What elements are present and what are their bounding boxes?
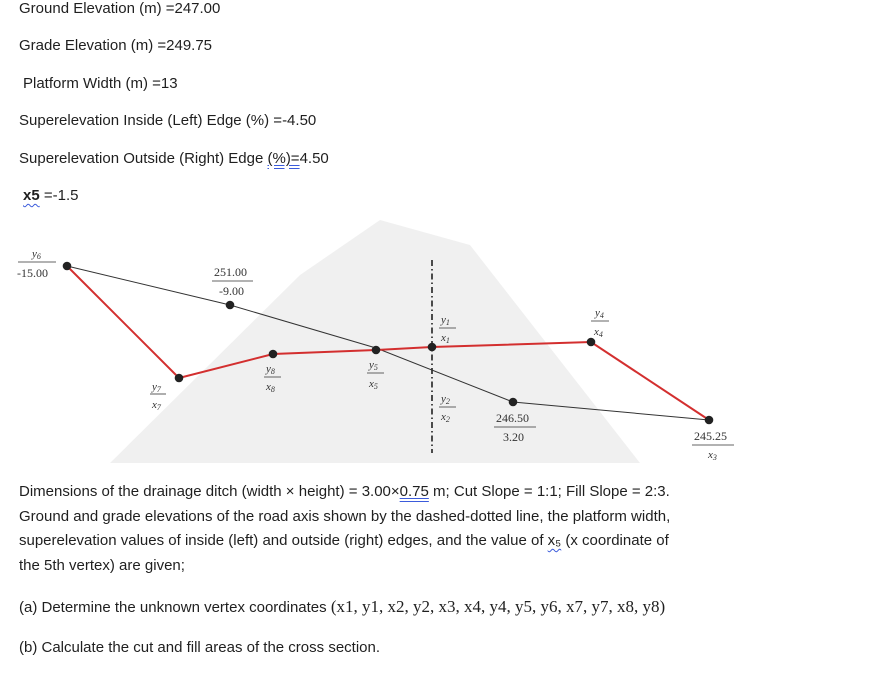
vertex-5-point <box>372 346 381 355</box>
superelevation-outside-prefix: Superelevation Outside (Right) Edge <box>19 150 268 167</box>
vertex-6-point <box>63 262 72 271</box>
question-a: (a) Determine the unknown vertex coordinates (x1, y1, x2, y2, x3, x4, y4, y5, y6, x7, y7, x8, y8) <box>19 597 666 616</box>
description-line-1: Dimensions of the drainage ditch (width × height) = 3.00×0.75 m; Cut Slope = 1:1; Fill Slope = 2:3. <box>19 483 670 500</box>
v1-y-label: y1 <box>441 314 450 327</box>
v3-elevation: 245.25 <box>694 429 727 443</box>
vertex-1-point <box>428 343 437 352</box>
description-line-3: superelevation values of inside (left) and outside (right) edges, and the value of x₅ (x coordinate of <box>19 532 669 549</box>
v7-x-label: x7 <box>152 399 161 412</box>
vertex-2-point <box>509 398 518 407</box>
v2-y-label: y2 <box>441 393 450 406</box>
x5-label: x5 <box>23 187 40 204</box>
superelevation-outside-value: 4.50 <box>299 150 329 167</box>
cross-section-figure <box>0 215 871 475</box>
superelevation-outside-underlined: (%)= <box>267 150 300 167</box>
v2-x-label: x2 <box>441 411 450 424</box>
vertex-7-point <box>175 374 184 383</box>
v7-y-label: y7 <box>152 381 161 394</box>
ground-point-mid <box>226 301 235 310</box>
watermark <box>110 220 640 463</box>
description-paragraph <box>19 480 859 578</box>
v1-x-label: x1 <box>441 332 450 345</box>
v4-x-label: x4 <box>594 326 603 339</box>
grade-elevation-text: Grade Elevation (m) =249.75 <box>19 37 213 54</box>
v3-x-label: x3 <box>708 449 717 462</box>
ground-elevation-text: Ground Elevation (m) =247.00 <box>19 0 221 17</box>
question-b: (b) Calculate the cut and fill areas of the cross section. <box>19 639 381 656</box>
ground-right-offset: 3.20 <box>503 430 524 444</box>
vertex-3-point <box>705 416 714 425</box>
description-line-4: the 5th vertex) are given; <box>19 556 185 574</box>
vertex-8-point <box>269 350 278 359</box>
v8-y-label: y8 <box>266 363 275 376</box>
v6-x-value: -15.00 <box>17 266 48 280</box>
x5-value: =-1.5 <box>39 187 79 204</box>
v5-y-label: y5 <box>369 359 378 372</box>
superelevation-inside-text: Superelevation Inside (Left) Edge (%) =-4.50 <box>19 112 317 129</box>
v8-x-label: x8 <box>266 381 275 394</box>
platform-width-text: Platform Width (m) =13 <box>23 75 178 92</box>
vertex-4-point <box>587 338 596 347</box>
superelevation-outside-text <box>19 150 329 167</box>
ground-mid-offset: -9.00 <box>219 284 244 298</box>
v4-y-label: y4 <box>595 307 604 320</box>
ground-right-elevation: 246.50 <box>496 411 529 425</box>
v6-y-label: y6 <box>32 248 41 261</box>
ground-mid-elevation: 251.00 <box>214 265 247 279</box>
description-line-2: Ground and grade elevations of the road axis shown by the dashed-dotted line, the platform width, <box>19 507 671 525</box>
x5-text <box>23 187 78 204</box>
v5-x-label: x5 <box>369 378 378 391</box>
